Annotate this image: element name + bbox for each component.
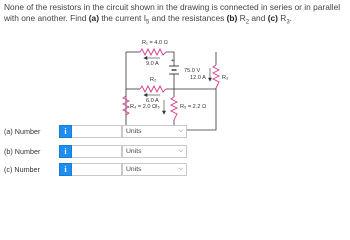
battery-label: 75.0 V <box>184 68 201 74</box>
i2-label: 6.0 A <box>146 98 159 104</box>
answer-label-c: (c) Number <box>4 165 40 174</box>
info-icon[interactable]: i <box>59 163 72 176</box>
battery <box>169 66 179 74</box>
units-label-a: Units <box>126 128 142 135</box>
info-icon[interactable]: i <box>59 125 72 138</box>
i5-label: I₅ <box>156 104 160 110</box>
answer-label-a: (a) Number <box>4 127 41 136</box>
number-input-a[interactable] <box>72 125 122 138</box>
resistor-r5 <box>171 97 177 120</box>
chevron-down-icon: ⌵ <box>178 166 183 172</box>
units-select-b[interactable] <box>122 145 187 158</box>
units-select-a[interactable] <box>122 125 187 138</box>
r4-label: R₄ = 2.0 Ω <box>130 104 157 110</box>
info-icon[interactable]: i <box>59 145 72 158</box>
question-text: None of the resistors in the circuit shown in the drawing is connected in series or in parallel with one another. Find (a) the current $I_5$ and the resistances (b) $R_2$ and (c) $R_3$. <box>4 2 341 26</box>
answer-row-a <box>4 125 122 138</box>
answer-row-b <box>4 145 122 158</box>
resistor-r3 <box>213 65 219 88</box>
answer-label-b: (b) Number <box>4 147 41 156</box>
number-input-c[interactable] <box>72 163 122 176</box>
units-select-c[interactable] <box>122 163 187 176</box>
resistor-r2 <box>140 86 166 92</box>
resistor-r1 <box>140 49 166 55</box>
units-label-b: Units <box>126 148 142 155</box>
r5-label: R₅ = 2.2 Ω <box>180 104 207 110</box>
chevron-down-icon: ⌵ <box>178 148 183 154</box>
r2-label: R₂ <box>150 77 157 83</box>
r1-label: R₁ = 4.0 Ω <box>142 40 168 46</box>
i3-label: 12.0 A <box>190 75 206 81</box>
answer-row-c <box>4 163 122 176</box>
part-b-ref: (b) <box>226 13 238 23</box>
units-label-c: Units <box>126 166 142 173</box>
r3-label: R₃ <box>222 75 229 81</box>
battery-plus: + <box>171 58 175 64</box>
chevron-down-icon: ⌵ <box>178 128 183 134</box>
part-c-ref: (c) <box>267 13 278 23</box>
i1-label: 9.0 A <box>146 61 159 67</box>
part-a-ref: (a) <box>88 13 99 23</box>
number-input-b[interactable] <box>72 145 122 158</box>
